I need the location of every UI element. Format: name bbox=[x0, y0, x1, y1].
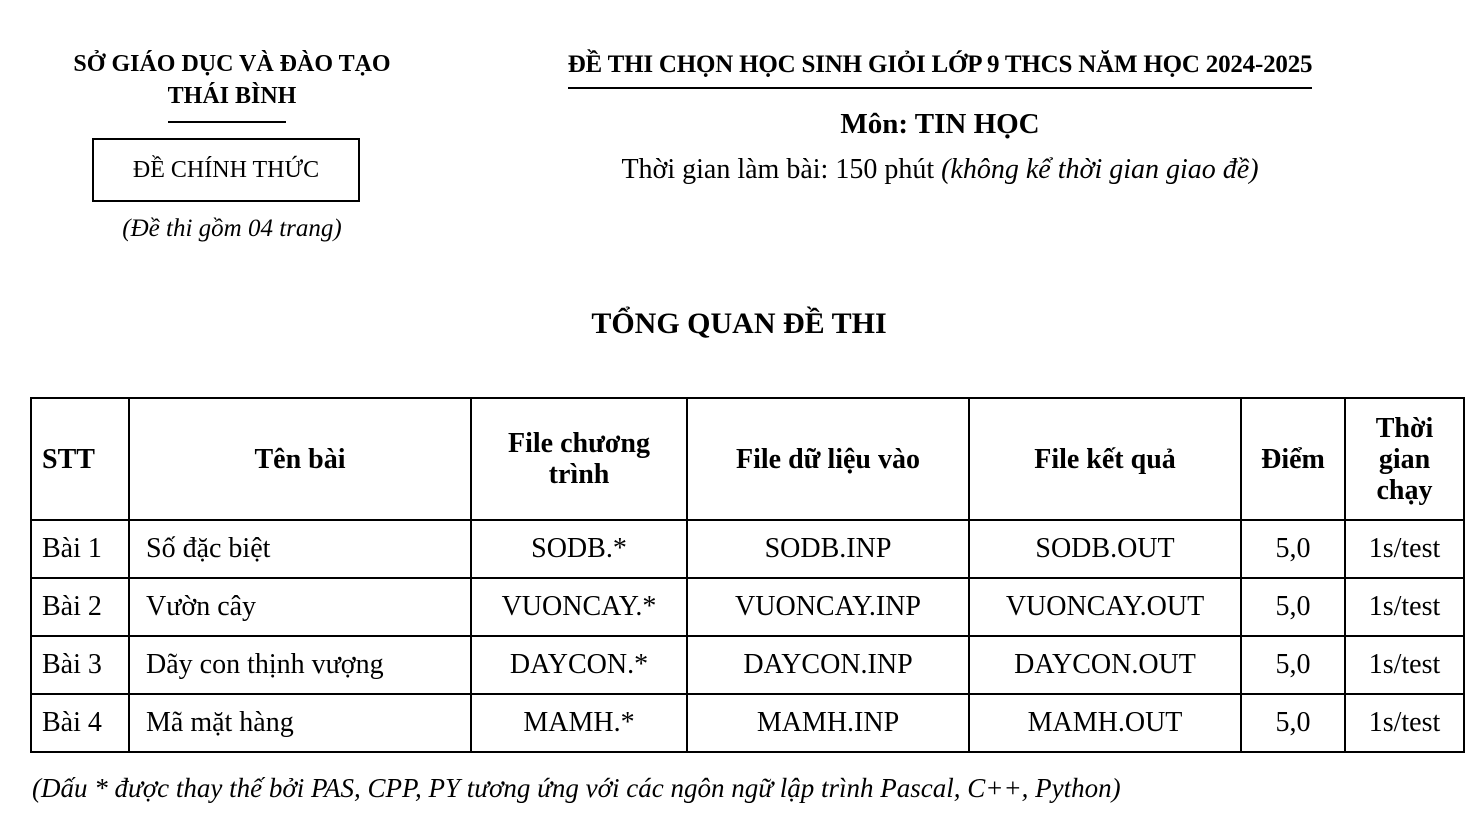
pages-note: (Đề thi gồm 04 trang) bbox=[122, 215, 342, 242]
cell-output-file: VUONCAY.OUT bbox=[969, 578, 1241, 636]
language-footnote: (Dấu * được thay thế bởi PAS, CPP, PY tương ứng với các ngôn ngữ lập trình Pascal, C++, Python) bbox=[32, 773, 1121, 803]
time-limit-note: (không kể thời gian giao đề) bbox=[941, 154, 1259, 185]
department-name: SỞ GIÁO DỤC VÀ ĐÀO TẠO bbox=[73, 51, 391, 77]
official-stamp-box bbox=[92, 138, 360, 202]
cell-program-file: DAYCON.* bbox=[471, 636, 687, 694]
cell-runtime: 1s/test bbox=[1345, 578, 1464, 636]
cell-score: 5,0 bbox=[1241, 520, 1345, 578]
col-header-runtime: Thời gian chạy bbox=[1345, 398, 1464, 520]
exam-title-underline bbox=[568, 87, 1312, 89]
time-limit-text: Thời gian làm bài: 150 phút bbox=[621, 154, 942, 185]
col-header-stt: STT bbox=[31, 398, 129, 520]
exam-title: ĐỀ THI CHỌN HỌC SINH GIỎI LỚP 9 THCS NĂM HỌC 2024-2025 bbox=[567, 51, 1313, 78]
cell-input-file: SODB.INP bbox=[687, 520, 969, 578]
official-label: ĐỀ CHÍNH THỨC bbox=[132, 156, 320, 183]
cell-runtime: 1s/test bbox=[1345, 636, 1464, 694]
table-header-row bbox=[31, 398, 1464, 520]
cell-task-name: Mã mặt hàng bbox=[129, 694, 471, 752]
table-row bbox=[31, 578, 1464, 636]
authority-divider bbox=[168, 121, 286, 123]
cell-runtime: 1s/test bbox=[1345, 520, 1464, 578]
cell-score: 5,0 bbox=[1241, 578, 1345, 636]
cell-runtime: 1s/test bbox=[1345, 694, 1464, 752]
cell-input-file: VUONCAY.INP bbox=[687, 578, 969, 636]
col-header-program-file: File chương trình bbox=[471, 398, 687, 520]
section-title: TỔNG QUAN ĐỀ THI bbox=[591, 307, 887, 340]
cell-input-file: MAMH.INP bbox=[687, 694, 969, 752]
cell-input-file: DAYCON.INP bbox=[687, 636, 969, 694]
table-row bbox=[31, 520, 1464, 578]
cell-stt: Bài 1 bbox=[31, 520, 129, 578]
cell-score: 5,0 bbox=[1241, 694, 1345, 752]
cell-output-file: DAYCON.OUT bbox=[969, 636, 1241, 694]
cell-program-file: VUONCAY.* bbox=[471, 578, 687, 636]
table-row bbox=[31, 694, 1464, 752]
cell-stt: Bài 3 bbox=[31, 636, 129, 694]
overview-table bbox=[30, 397, 1465, 753]
cell-stt: Bài 2 bbox=[31, 578, 129, 636]
cell-task-name: Vườn cây bbox=[129, 578, 471, 636]
col-header-task-name: Tên bài bbox=[129, 398, 471, 520]
col-header-score: Điểm bbox=[1241, 398, 1345, 520]
cell-output-file: MAMH.OUT bbox=[969, 694, 1241, 752]
cell-task-name: Dãy con thịnh vượng bbox=[129, 636, 471, 694]
subject-line: Môn: TIN HỌC bbox=[840, 108, 1040, 140]
cell-task-name: Số đặc biệt bbox=[129, 520, 471, 578]
province-name: THÁI BÌNH bbox=[167, 83, 297, 109]
time-limit bbox=[480, 150, 1400, 190]
cell-stt: Bài 4 bbox=[31, 694, 129, 752]
cell-program-file: MAMH.* bbox=[471, 694, 687, 752]
issuing-authority bbox=[40, 48, 424, 112]
cell-program-file: SODB.* bbox=[471, 520, 687, 578]
cell-output-file: SODB.OUT bbox=[969, 520, 1241, 578]
cell-score: 5,0 bbox=[1241, 636, 1345, 694]
col-header-input-file: File dữ liệu vào bbox=[687, 398, 969, 520]
table-row bbox=[31, 636, 1464, 694]
col-header-output-file: File kết quả bbox=[969, 398, 1241, 520]
